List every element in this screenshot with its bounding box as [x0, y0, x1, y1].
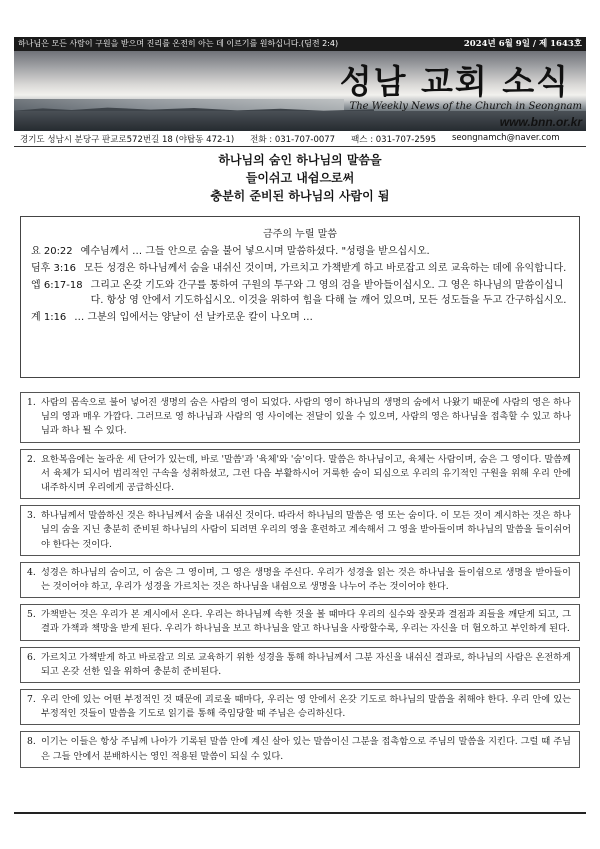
point-text: 이기는 이들은 항상 주님께 나아가 기록된 말씀 안에 계신 살아 있는 말씀이신 그분을 접촉함으로 주님의 말씀을 지킨다. 그럴 때 주님은 그들 안에서 분배하시는 영인 적용된 말씀이 되실 수 있다. [41, 736, 571, 762]
address-location: 경기도 성남시 분당구 판교로572번길 18 (야탑동 472-1) [20, 135, 235, 145]
verse-ref: 요 20:22 [31, 246, 73, 257]
masthead-subtitle: The Weekly News of the Church in Seongnam [349, 101, 582, 112]
top-bar [14, 37, 586, 51]
bottom-divider [14, 812, 586, 814]
headline-block [0, 151, 600, 205]
address-email: seongnamch@naver.com [451, 133, 560, 143]
address-line [14, 133, 586, 145]
headline-line: 하나님의 숨인 하나님의 말씀을 [218, 153, 382, 167]
verse-text: … 그분의 입에서는 양날이 선 날카로운 칼이 나오며 … [74, 312, 313, 323]
verse-ref: 계 1:16 [31, 312, 67, 323]
address-fax: 팩스 : 031-707-2595 [351, 135, 436, 145]
point-number: 3. [27, 510, 36, 522]
points-list [20, 392, 580, 774]
verse-item [31, 261, 569, 276]
point-item [20, 392, 580, 443]
verse-item [31, 278, 569, 308]
point-text: 요한복음에는 놀라운 세 단어가 있는데, 바로 '말씀'과 '육체'와 '숨'이다. 말씀은 하나님이고, 육체는 사람이며, 숨은 그 영이다. 말씀께서 육체가 되시어 법리적인 구속을 성취하셨고, 그런 다음 부활하시어 거룩한 숨이 되심으로 우리의 유기적인 구원을 위해 우리 안에 내주하시며 우리에게 공급하신다. [41, 453, 571, 494]
point-number: 6. [27, 651, 36, 663]
point-text: 가르치고 가책받게 하고 바로잡고 의로 교육하기 위한 성경을 통해 하나님께서 그분 자신을 내쉬신 결과로, 하나님의 사람은 온전하게 되고 온갖 선한 일을 위하여 충분히 준비된다. [41, 651, 571, 677]
point-number: 5. [27, 609, 36, 621]
verse-item [31, 244, 569, 259]
point-item [20, 505, 580, 556]
point-item [20, 449, 580, 500]
address-phone: 전화 : 031-707-0077 [250, 135, 336, 145]
point-item [20, 647, 580, 683]
point-text: 성경은 하나님의 숨이고, 이 숨은 그 영이며, 그 영은 생명을 주신다. 우리가 성경을 읽는 것은 하나님을 들이쉼으로 생명을 받아들이는 것이어야 하고, 우리가 성경을 가르치는 것은 하나님을 내쉼으로 생명을 나누어 주는 것이어야 한다. [41, 566, 571, 593]
point-text: 가책받는 것은 우리가 본 계시에서 온다. 우리는 하나님께 속한 것을 볼 때마다 우리의 실수와 잘못과 결점과 죄들을 깨닫게 되고, 그 결과 가책과 책망을 받게 된다. 우리가 하나님을 보고 하나님을 알고 하나님을 사랑할수록, 우리는 자신을 더 혐오하고 부인하게 된다. [41, 609, 571, 635]
point-number: 1. [27, 397, 36, 408]
verse-text: 모든 성경은 하나님께서 숨을 내쉬신 것이며, 가르치고 가책받게 하고 바로잡고 의로 교육하는 데에 유익합니다. [83, 263, 567, 274]
divider [14, 146, 586, 147]
point-text: 하나님께서 말씀하신 것은 하나님께서 숨을 내쉬신 것이다. 따라서 하나님의 말씀은 영 또는 숨이다. 이 모든 것이 계시하는 것은 하나님의 숨을 지닌 충분히 준비된 하나님의 사람이 되려면 우리의 영을 훈련하고 계속해서 그 영을 받아들이며 하나님의 말씀을 들이쉬어야 한다는 것이다. [41, 510, 571, 550]
point-number: 2. [27, 453, 36, 465]
point-text: 사람의 몸속으로 불어 넣어진 생명의 숨은 사람의 영이 되었다. 사람의 영이 하나님의 생명의 숨에서 나왔기 때문에 사람의 영은 하나님의 영과 매우 가깝다. 그러므로 영 하나님과 사람의 영 사이에는 전달이 있을 수 있으며, 사람의 영은 하나님을 접촉할 수 있고 하나님과 하나 될 수 있다. [41, 397, 571, 437]
verse-item [31, 310, 569, 325]
point-number: 7. [27, 694, 36, 706]
verse-ref: 딤후 3:16 [31, 263, 76, 274]
verse-box [20, 216, 580, 378]
point-number: 8. [27, 736, 36, 748]
point-number: 4. [27, 566, 36, 578]
point-item [20, 731, 580, 767]
verse-box-title: 금주의 누릴 말씀 [263, 229, 337, 240]
top-verse: 하나님은 모든 사람이 구원을 받으며 진리를 온전히 아는 데 이르기를 원하십니다.(딤전 2:4) [18, 39, 339, 48]
verse-text: 그리고 온갖 기도와 간구를 통하여 구원의 투구와 그 영의 검을 받아들이십시오. 그 영은 하나님의 말씀이십니다. 항상 영 안에서 기도하십시오. 이것을 위하여 힘을 다해 늘 깨어 있으며, 모든 성도들을 두고 간구하십시오. [90, 280, 567, 306]
point-text: 우리 안에 있는 어떤 부정적인 것 때문에 괴로울 때마다, 우리는 영 안에서 온갖 기도로 하나님의 말씀을 취해야 한다. 우리 안에 있는 부정적인 것들이 말씀을 기도로 읽기를 통해 죽임당할 때 주님은 승리하신다. [41, 694, 571, 720]
point-item [20, 604, 580, 640]
masthead-title: 성남 교회 소식 [339, 62, 570, 101]
issue-number: 2024년 6월 9일 / 제 1643호 [463, 39, 582, 49]
headline-line: 충분히 준비된 하나님의 사람이 됨 [210, 189, 390, 203]
point-item [20, 562, 580, 598]
masthead-url: www.bnn.or.kr [499, 115, 582, 129]
verse-ref: 엡 6:17-18 [31, 280, 83, 291]
headline-line: 들이쉬고 내쉼으로써 [245, 171, 355, 185]
point-item [20, 689, 580, 725]
verse-text: 예수님께서 … 그들 안으로 숨을 불어 넣으시며 말씀하셨다. "성령을 받으십시오. [80, 246, 430, 257]
